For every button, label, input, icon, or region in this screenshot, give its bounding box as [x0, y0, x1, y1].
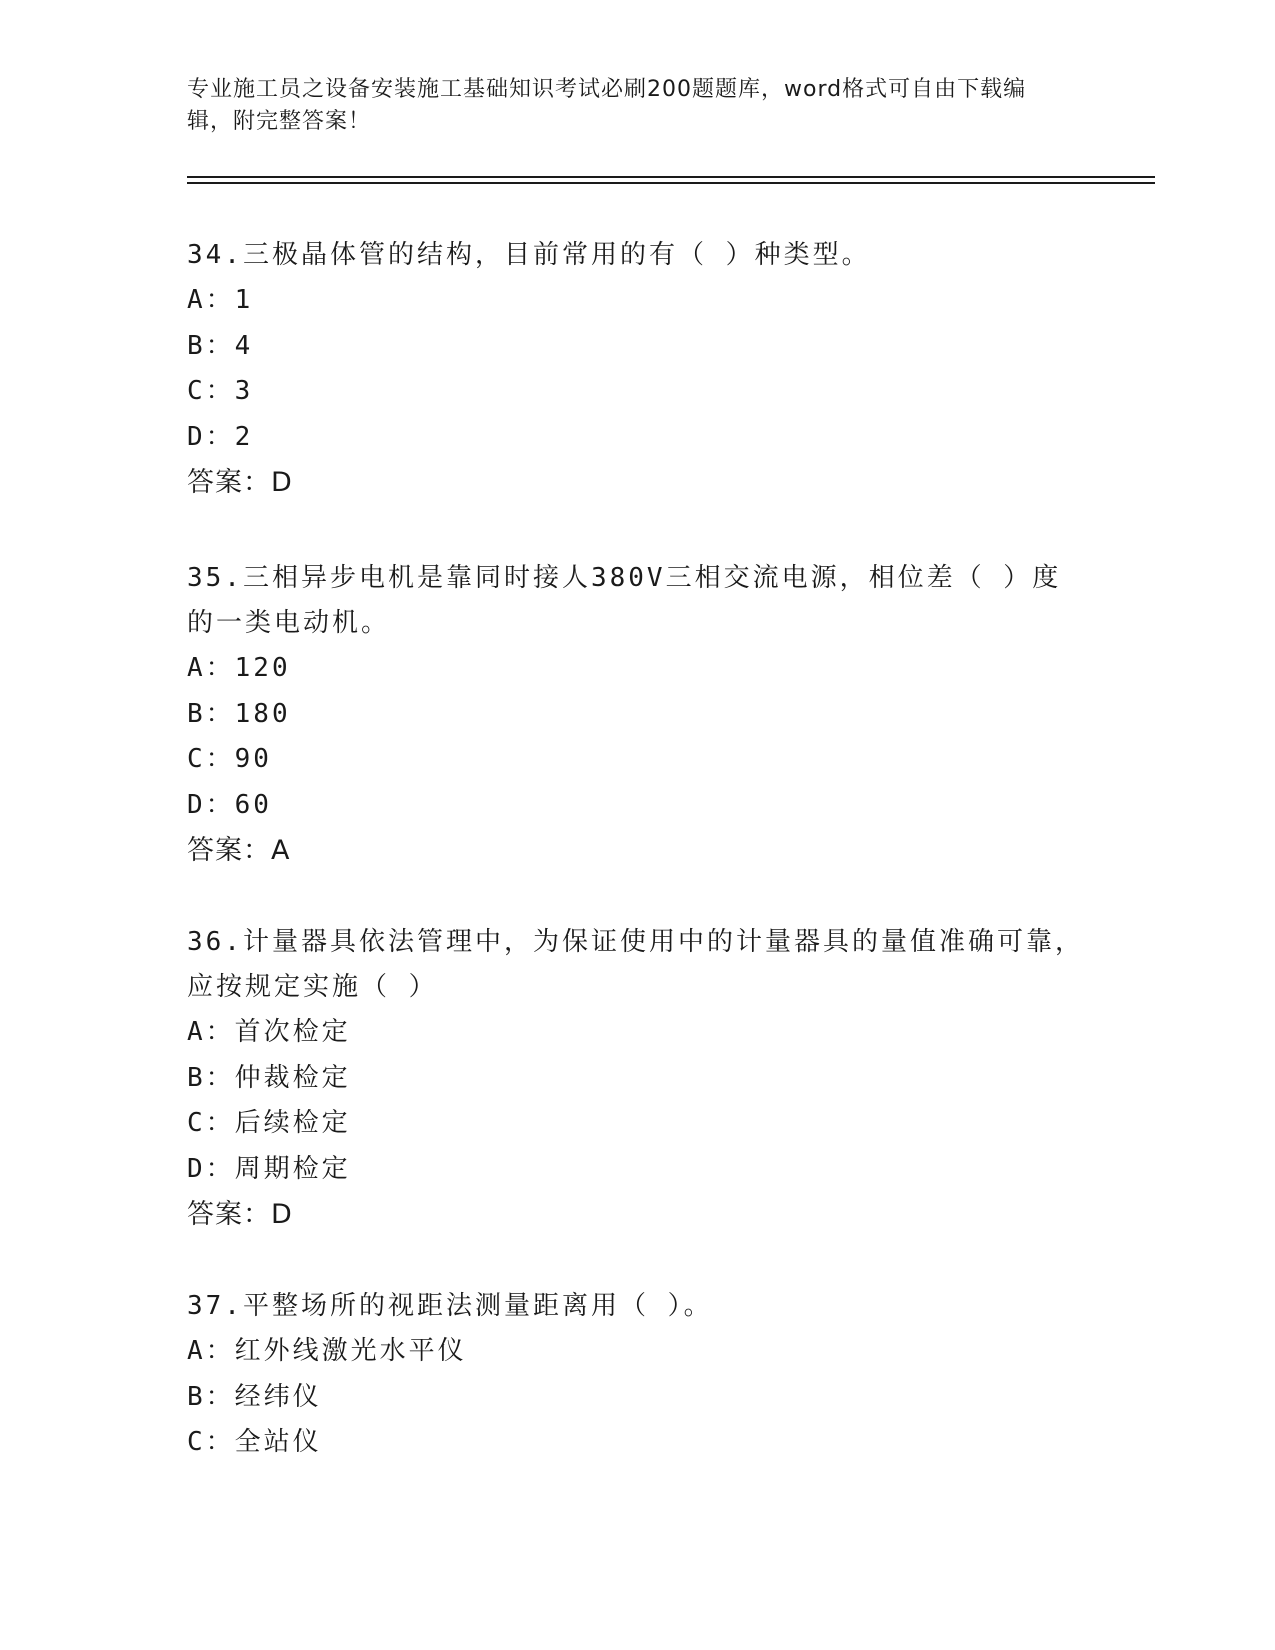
header-divider-bottom [187, 182, 1155, 184]
question-stem: 36.计量器具依法管理中，为保证使用中的计量器具的量值准确可靠，应按规定实施（ ） [187, 927, 1084, 1002]
option-b: B：经纬仪 [187, 1381, 322, 1412]
answer-line: 答案：D [187, 467, 293, 498]
option-b: B：仲裁检定 [187, 1062, 351, 1093]
header-divider-top [187, 176, 1155, 178]
answer-line: 答案：A [187, 835, 291, 866]
question-34 [187, 233, 1087, 506]
option-a: A：1 [187, 285, 254, 315]
option-a: A：首次检定 [187, 1017, 351, 1047]
question-stem: 35.三相异步电机是靠同时接人380V三相交流电源，相位差（ ）度的一类电动机。 [187, 563, 1062, 638]
question-37 [187, 1284, 1087, 1466]
option-d: D：60 [187, 789, 272, 820]
question-stem: 34.三极晶体管的结构，目前常用的有（ ）种类型。 [187, 240, 871, 270]
option-d: D：周期检定 [187, 1153, 351, 1184]
option-b: B：4 [187, 330, 254, 361]
option-b: B：180 [187, 698, 291, 729]
option-a: A：红外线激光水平仪 [187, 1336, 467, 1366]
option-d: D：2 [187, 421, 254, 452]
document-header: 专业施工员之设备安装施工基础知识考试必刷200题题库，word格式可自由下载编辑，附完整答案！ [187, 77, 1027, 134]
question-35 [187, 556, 1087, 874]
answer-line: 答案：D [187, 1199, 293, 1230]
question-stem: 37.平整场所的视距法测量距离用（ ）。 [187, 1291, 713, 1321]
option-a: A：120 [187, 653, 291, 683]
option-c: C：90 [187, 744, 272, 774]
option-c: C：后续检定 [187, 1108, 351, 1138]
option-c: C：3 [187, 376, 254, 406]
option-c: C：全站仪 [187, 1427, 322, 1457]
question-36 [187, 920, 1087, 1238]
